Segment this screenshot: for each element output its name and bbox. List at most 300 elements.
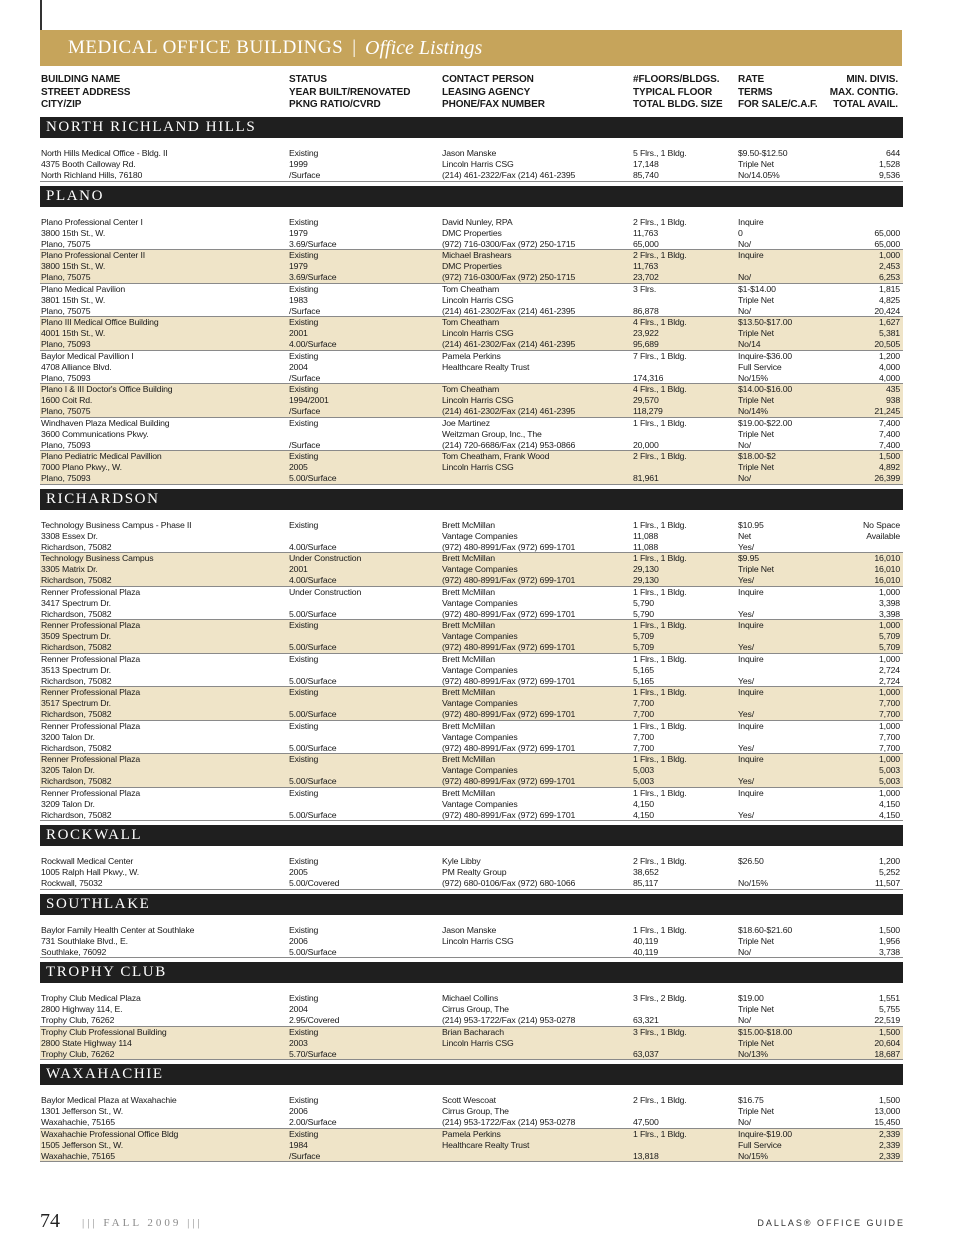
cell-line [442,373,627,384]
availability-cell [810,754,900,787]
cell-line: Renner Professional Plaza [41,720,141,731]
cell-line: Vantage Companies [442,631,518,642]
cell-line: Existing [289,384,319,394]
cell-line: 5,252 [879,867,900,878]
cell-line: 1 Flrs., 1 Bldg. [633,687,687,697]
cell-line: 2001 [289,564,308,575]
status-cell [289,993,439,1026]
cell-line: 85,117 [633,878,659,889]
cell-line: Brett McMillan [442,787,495,798]
building-cell [41,687,281,720]
cell-line: 2800 State Highway 114 [41,1037,132,1048]
cell-line: Richardson, 75082 [41,742,112,753]
cell-line: Under Construction [289,586,362,597]
cell-line: 5,709 [879,631,900,642]
contact-cell [442,351,627,384]
contact-cell [442,856,627,889]
cell-line: 1 Flrs., 1 Bldg. [633,1128,687,1139]
cell-line: 3205 Talon Dr. [41,765,95,776]
cell-line: $13.50-$17.00 [738,317,793,327]
banner-title: MEDICAL OFFICE BUILDINGS [68,37,344,58]
cell-line: Existing [289,653,319,664]
cell-line: Inquire [738,216,764,227]
cell-line: Existing [289,451,319,461]
cell-line: Baylor Medical Plaza at Waxahachie [41,1095,177,1105]
contact-cell [442,721,627,754]
cell-line: $26.50 [738,856,764,866]
cell-line: North Richland Hills, 76180 [41,170,143,181]
cell-line: 63,321 [633,1015,659,1026]
cell-line [289,429,439,440]
cell-line: 1,956 [879,935,900,946]
cell-line: Plano, 75075 [41,238,91,249]
cell-line [633,462,733,473]
cell-line: Yes/ [738,776,754,787]
cell-line: Existing [289,283,319,294]
cell-line: 1505 Jefferson St., W. [41,1139,124,1150]
cell-line: 20,000 [633,439,659,450]
cell-line: (972) 480-8991/Fax (972) 699-1701 [442,675,576,686]
cell-line: 7,400 [879,439,900,450]
building-cell [41,620,281,653]
cell-line: 5,709 [633,631,654,642]
availability-cell [810,351,900,384]
cell-line: Technology Business Campus [41,553,154,563]
cell-line: 5.00/Surface [289,809,337,820]
cell-line: (972) 716-0300/Fax (972) 250-1715 [442,272,576,283]
cell-line: 2 Flrs., 1 Bldg. [633,1095,687,1105]
availability-cell [810,925,900,958]
cell-line [633,362,733,373]
status-cell [289,587,439,620]
contact-cell [442,687,627,720]
cell-line: Lincoln Harris CSG [442,1037,514,1048]
status-cell [289,418,439,451]
availability-cell [810,520,900,553]
cell-line: Richardson, 75082 [41,575,112,586]
cell-line: 1 Flrs., 1 Bldg. [633,586,687,597]
cell-line: Vantage Companies [442,664,518,675]
cell-line [442,473,627,484]
cell-line: 5.00/Surface [289,642,337,653]
cell-line: (972) 680-0106/Fax (972) 680-1066 [442,878,576,889]
column-headers [40,74,900,114]
cell-line: DMC Properties [442,227,502,238]
cell-line: Existing [289,216,319,227]
building-cell [41,217,281,250]
cell-line: 2800 Highway 114, E. [41,1004,123,1015]
cell-line: 18,687 [874,1048,900,1059]
cell-line: Inquire [738,787,764,798]
cell-line: Plano Professional Center I [41,216,143,227]
cell-line: 4375 Booth Calloway Rd. [41,159,136,170]
cell-line: 2005 [289,462,308,473]
cell-line: Available [866,530,900,541]
cell-line: Plano, 75093 [41,473,91,484]
availability-cell [810,856,900,889]
cell-line: 2006 [289,935,308,946]
cell-line: Yes/ [738,709,754,720]
cell-line: Vantage Companies [442,564,518,575]
cell-line: 1,500 [879,1026,900,1037]
cell-line: Triple Net [738,935,774,946]
cell-line: 7,700 [633,731,654,742]
cell-line: Existing [289,924,319,935]
cell-line: 5,003 [633,765,654,776]
contact-cell [442,587,627,620]
cell-line: 3 Flrs., 1 Bldg. [633,1026,687,1037]
cell-line: 4 Flrs., 1 Bldg. [633,384,687,394]
cell-line: Tom Cheatham, Frank Wood [442,451,550,461]
section-spacer [40,138,903,148]
cell-line: Under Construction [289,553,362,563]
cell-line: Brett McMillan [442,720,495,731]
cell-line: /Surface [289,170,321,181]
cell-line [289,732,439,743]
listing-row [40,587,903,621]
cell-line: No/ [738,238,752,249]
cell-line: 1 Flrs., 1 Bldg. [633,553,687,563]
floors-cell [633,418,733,451]
floors-cell [633,788,733,821]
contact-cell [442,553,627,586]
cell-line: 3 Flrs., 2 Bldg. [633,993,687,1003]
cell-line: 5,381 [879,328,900,339]
listing-row [40,520,903,554]
cell-line: 1 Flrs., 1 Bldg. [633,720,687,731]
cell-line: No/ [738,1015,752,1026]
cell-line: (972) 480-8991/Fax (972) 699-1701 [442,709,576,720]
cell-line: /Surface [289,439,321,450]
cell-line: Lincoln Harris CSG [442,395,514,406]
cell-line: Cirrus Group, The [442,1004,509,1015]
contact-cell [442,217,627,250]
cell-line: No/ [738,946,752,957]
cell-line: Plano, 75075 [41,406,91,417]
cell-line: Vantage Companies [442,597,518,608]
cell-line: 1,000 [879,687,900,697]
cell-line: 3509 Spectrum Dr. [41,631,111,642]
contact-cell [442,250,627,283]
floors-cell [633,1095,733,1128]
cell-line: Vantage Companies [442,530,518,541]
cell-line: Triple Net [738,328,774,339]
contact-cell [442,451,627,484]
cell-line: 4,150 [633,809,654,820]
cell-line: 174,316 [633,372,664,383]
cell-line: Existing [289,620,319,630]
cell-line: No/15% [738,372,769,383]
status-cell [289,654,439,687]
section-header: ROCKWALL [40,825,903,846]
listing-row [40,788,903,822]
cell-line: 5,790 [633,608,654,619]
availability-cell [810,217,900,250]
cell-line: No/ [738,1117,752,1128]
header-building: BUILDING NAME STREET ADDRESS CITY/ZIP [41,74,131,110]
status-cell [289,721,439,754]
cell-line: 3417 Spectrum Dr. [41,597,111,608]
cell-line: Plano Medical Pavilion [41,283,126,294]
listing-row [40,993,903,1027]
cell-line: Waxahachie, 75165 [41,1117,115,1128]
cell-line: Vantage Companies [442,798,518,809]
cell-line: 5.70/Surface [289,1048,337,1059]
cell-line: 5.00/Surface [289,709,337,720]
cell-line: 23,922 [633,328,659,339]
cell-line: Southlake, 76092 [41,946,107,957]
availability-cell [810,148,900,181]
cell-line [289,631,439,642]
cell-line: Trophy Club, 76262 [41,1048,115,1059]
cell-line: Richardson, 75082 [41,809,112,820]
building-cell [41,788,281,821]
listing-row [40,754,903,788]
cell-line: Lincoln Harris CSG [442,159,514,170]
cell-line [442,1151,627,1162]
cell-line: Renner Professional Plaza [41,653,141,664]
cell-line: Inquire [738,586,764,597]
cell-line: 5,003 [879,776,900,787]
availability-cell [810,1027,900,1060]
cell-line: Technology Business Campus - Phase II [41,519,192,530]
cell-line: Richardson, 75082 [41,642,112,653]
cell-line: Tom Cheatham [442,283,500,294]
cell-line: Cirrus Group, The [442,1106,509,1117]
cell-line: No/14% [738,406,769,417]
cell-line: 40,119 [633,935,659,946]
cell-line [442,947,627,958]
contact-cell [442,925,627,958]
availability-cell [810,687,900,720]
cell-line: Net [738,530,752,541]
cell-line: Triple Net [738,564,774,575]
cell-line: 7,700 [879,742,900,753]
cell-line: 1,000 [879,250,900,260]
floors-cell [633,351,733,384]
cell-line: Healthcare Realty Trust [442,361,530,372]
cell-line: 5.00/Surface [289,776,337,787]
contact-cell [442,317,627,350]
cell-line: 938 [885,395,900,406]
cell-line: 1983 [289,294,308,305]
listing-row [40,418,903,452]
cell-line: Triple Net [738,462,774,473]
cell-line: $14.00-$16.00 [738,384,793,394]
cell-line: 7,700 [879,709,900,720]
cell-line: 2,339 [879,1128,900,1139]
cell-line: No/15% [738,878,769,889]
cell-line: 5,709 [633,642,654,653]
cell-line: 5.00/Surface [289,946,337,957]
floors-cell [633,451,733,484]
listing-row [40,856,903,890]
availability-cell [810,1095,900,1128]
banner-subtitle: Office Listings [365,36,483,59]
cell-line: 1,000 [879,586,900,597]
cell-line: 1 Flrs., 1 Bldg. [633,787,687,798]
cell-line: Vantage Companies [442,731,518,742]
cell-line: 2001 [289,328,308,339]
status-cell [289,250,439,283]
status-cell [289,925,439,958]
cell-line: 1979 [289,227,308,238]
cell-line: /Surface [289,406,321,417]
cell-line: Baylor Medical Pavillion I [41,350,134,361]
contact-cell [442,1095,627,1128]
contact-cell [442,1027,627,1060]
cell-line [289,531,439,542]
cell-line: Full Service [738,361,782,372]
floors-cell [633,856,733,889]
cell-line [633,1038,733,1049]
building-cell [41,993,281,1026]
floors-cell [633,148,733,181]
section-header: RICHARDSON [40,489,903,510]
cell-line: Renner Professional Plaza [41,754,141,764]
cell-line: (214) 953-1722/Fax (214) 953-0278 [442,1117,576,1128]
cell-line: 4,000 [879,372,900,383]
contact-cell [442,148,627,181]
cell-line: 21,245 [874,406,900,417]
availability-cell [810,721,900,754]
cell-line: 1,815 [879,283,900,294]
cell-line: 3209 Talon Dr. [41,798,95,809]
floors-cell [633,1027,733,1060]
cell-line: 3308 Essex Dr. [41,530,98,541]
cell-line: 5,165 [633,664,654,675]
cell-line: 6,253 [879,272,900,283]
availability-cell [810,654,900,687]
cell-line: Pamela Perkins [442,1128,501,1139]
cell-line: 2006 [289,1106,308,1117]
cell-line: 20,424 [874,305,900,316]
section-spacer [40,510,903,520]
cell-line: Existing [289,993,319,1003]
contact-cell [442,520,627,553]
cell-line: Brett McMillan [442,586,495,597]
cell-line: (972) 480-8991/Fax (972) 699-1701 [442,541,576,552]
section-spacer [40,1085,903,1095]
cell-line: 2,724 [879,675,900,686]
cell-line: Inquire-$36.00 [738,350,792,361]
section-header: TROPHY CLUB [40,962,903,983]
cell-line: Jason Manske [442,924,497,935]
cell-line: Richardson, 75082 [41,541,112,552]
building-cell [41,587,281,620]
status-cell [289,351,439,384]
cell-line [289,799,439,810]
cell-line: Rockwall Medical Center [41,856,134,866]
cell-line: Inquire-$19.00 [738,1128,792,1139]
cell-line: Scott Wescoat [442,1095,496,1105]
cell-line: Renner Professional Plaza [41,687,141,697]
cell-line: 2003 [289,1037,308,1048]
cell-line: No/13% [738,1048,769,1059]
cell-line: Vantage Companies [442,765,518,776]
building-cell [41,754,281,787]
contact-cell [442,754,627,787]
cell-line: 5.00/Covered [289,878,340,889]
cell-line: 4.00/Surface [289,575,337,586]
cell-line: 7000 Plano Pkwy., W. [41,462,122,473]
cell-line: David Nunley, RPA [442,216,513,227]
floors-cell [633,384,733,417]
cell-line: $18.60-$21.60 [738,924,793,935]
floors-cell [633,317,733,350]
cell-line [633,295,733,306]
cell-line: Pamela Perkins [442,350,501,361]
cell-line: Triple Net [738,428,774,439]
header-floors: #FLOORS/BLDGS. TYPICAL FLOOR TOTAL BLDG. SIZE [633,74,723,110]
listing-row [40,284,903,318]
cell-line: 3.69/Surface [289,272,337,283]
cell-line: Michael Brashears [442,250,512,260]
status-cell [289,856,439,889]
cell-line: Tom Cheatham [442,317,500,327]
status-cell [289,384,439,417]
cell-line: 5.00/Surface [289,675,337,686]
header-availability: MIN. DIVIS. MAX. CONTIG. TOTAL AVAIL. [829,74,898,110]
status-cell [289,1129,439,1162]
cell-line: 3600 Communications Pkwy. [41,428,149,439]
cell-line: Lincoln Harris CSG [442,294,514,305]
cell-line: Lincoln Harris CSG [442,935,514,946]
cell-line: Rockwall, 75032 [41,878,103,889]
cell-line: 7,700 [633,709,654,720]
cell-line: 1984 [289,1139,308,1150]
cell-line: 65,000 [633,238,659,249]
cell-line: 1,000 [879,720,900,731]
cell-line: 118,279 [633,406,663,417]
availability-cell [810,384,900,417]
cell-line: Existing [289,754,319,764]
cell-line: 7,400 [879,417,900,428]
cell-line: 7,700 [633,742,654,753]
cell-line: 1 Flrs., 1 Bldg. [633,754,687,764]
cell-line: Inquire [738,653,764,664]
cell-line: Full Service [738,1139,782,1150]
cell-line: No/ [738,439,752,450]
cell-line: No/ [738,305,752,316]
cell-line: Baylor Family Health Center at Southlake [41,924,195,935]
cell-line: Brian Bacharach [442,1026,504,1037]
status-cell [289,687,439,720]
cell-line: 13,000 [874,1106,900,1117]
floors-cell [633,993,733,1026]
cell-line: 1,000 [879,754,900,764]
cell-line: Healthcare Realty Trust [442,1139,530,1150]
floors-cell [633,553,733,586]
cell-line: 2,339 [879,1139,900,1150]
floors-cell [633,925,733,958]
floors-cell [633,754,733,787]
cell-line [442,1049,627,1060]
cell-line: (214) 461-2302/Fax (214) 461-2395 [442,339,576,350]
listing-row [40,1095,903,1129]
cell-line: Yes/ [738,541,754,552]
availability-cell [810,993,900,1026]
cell-line: 29,130 [633,564,659,575]
cell-line: 7,700 [633,698,654,709]
listing-row [40,351,903,385]
cell-line: Richardson, 75082 [41,709,112,720]
cell-line: PM Realty Group [442,867,507,878]
cell-line: 7,400 [879,428,900,439]
cell-line: Richardson, 75082 [41,675,112,686]
cell-line: 26,399 [874,473,900,484]
status-cell [289,1027,439,1060]
